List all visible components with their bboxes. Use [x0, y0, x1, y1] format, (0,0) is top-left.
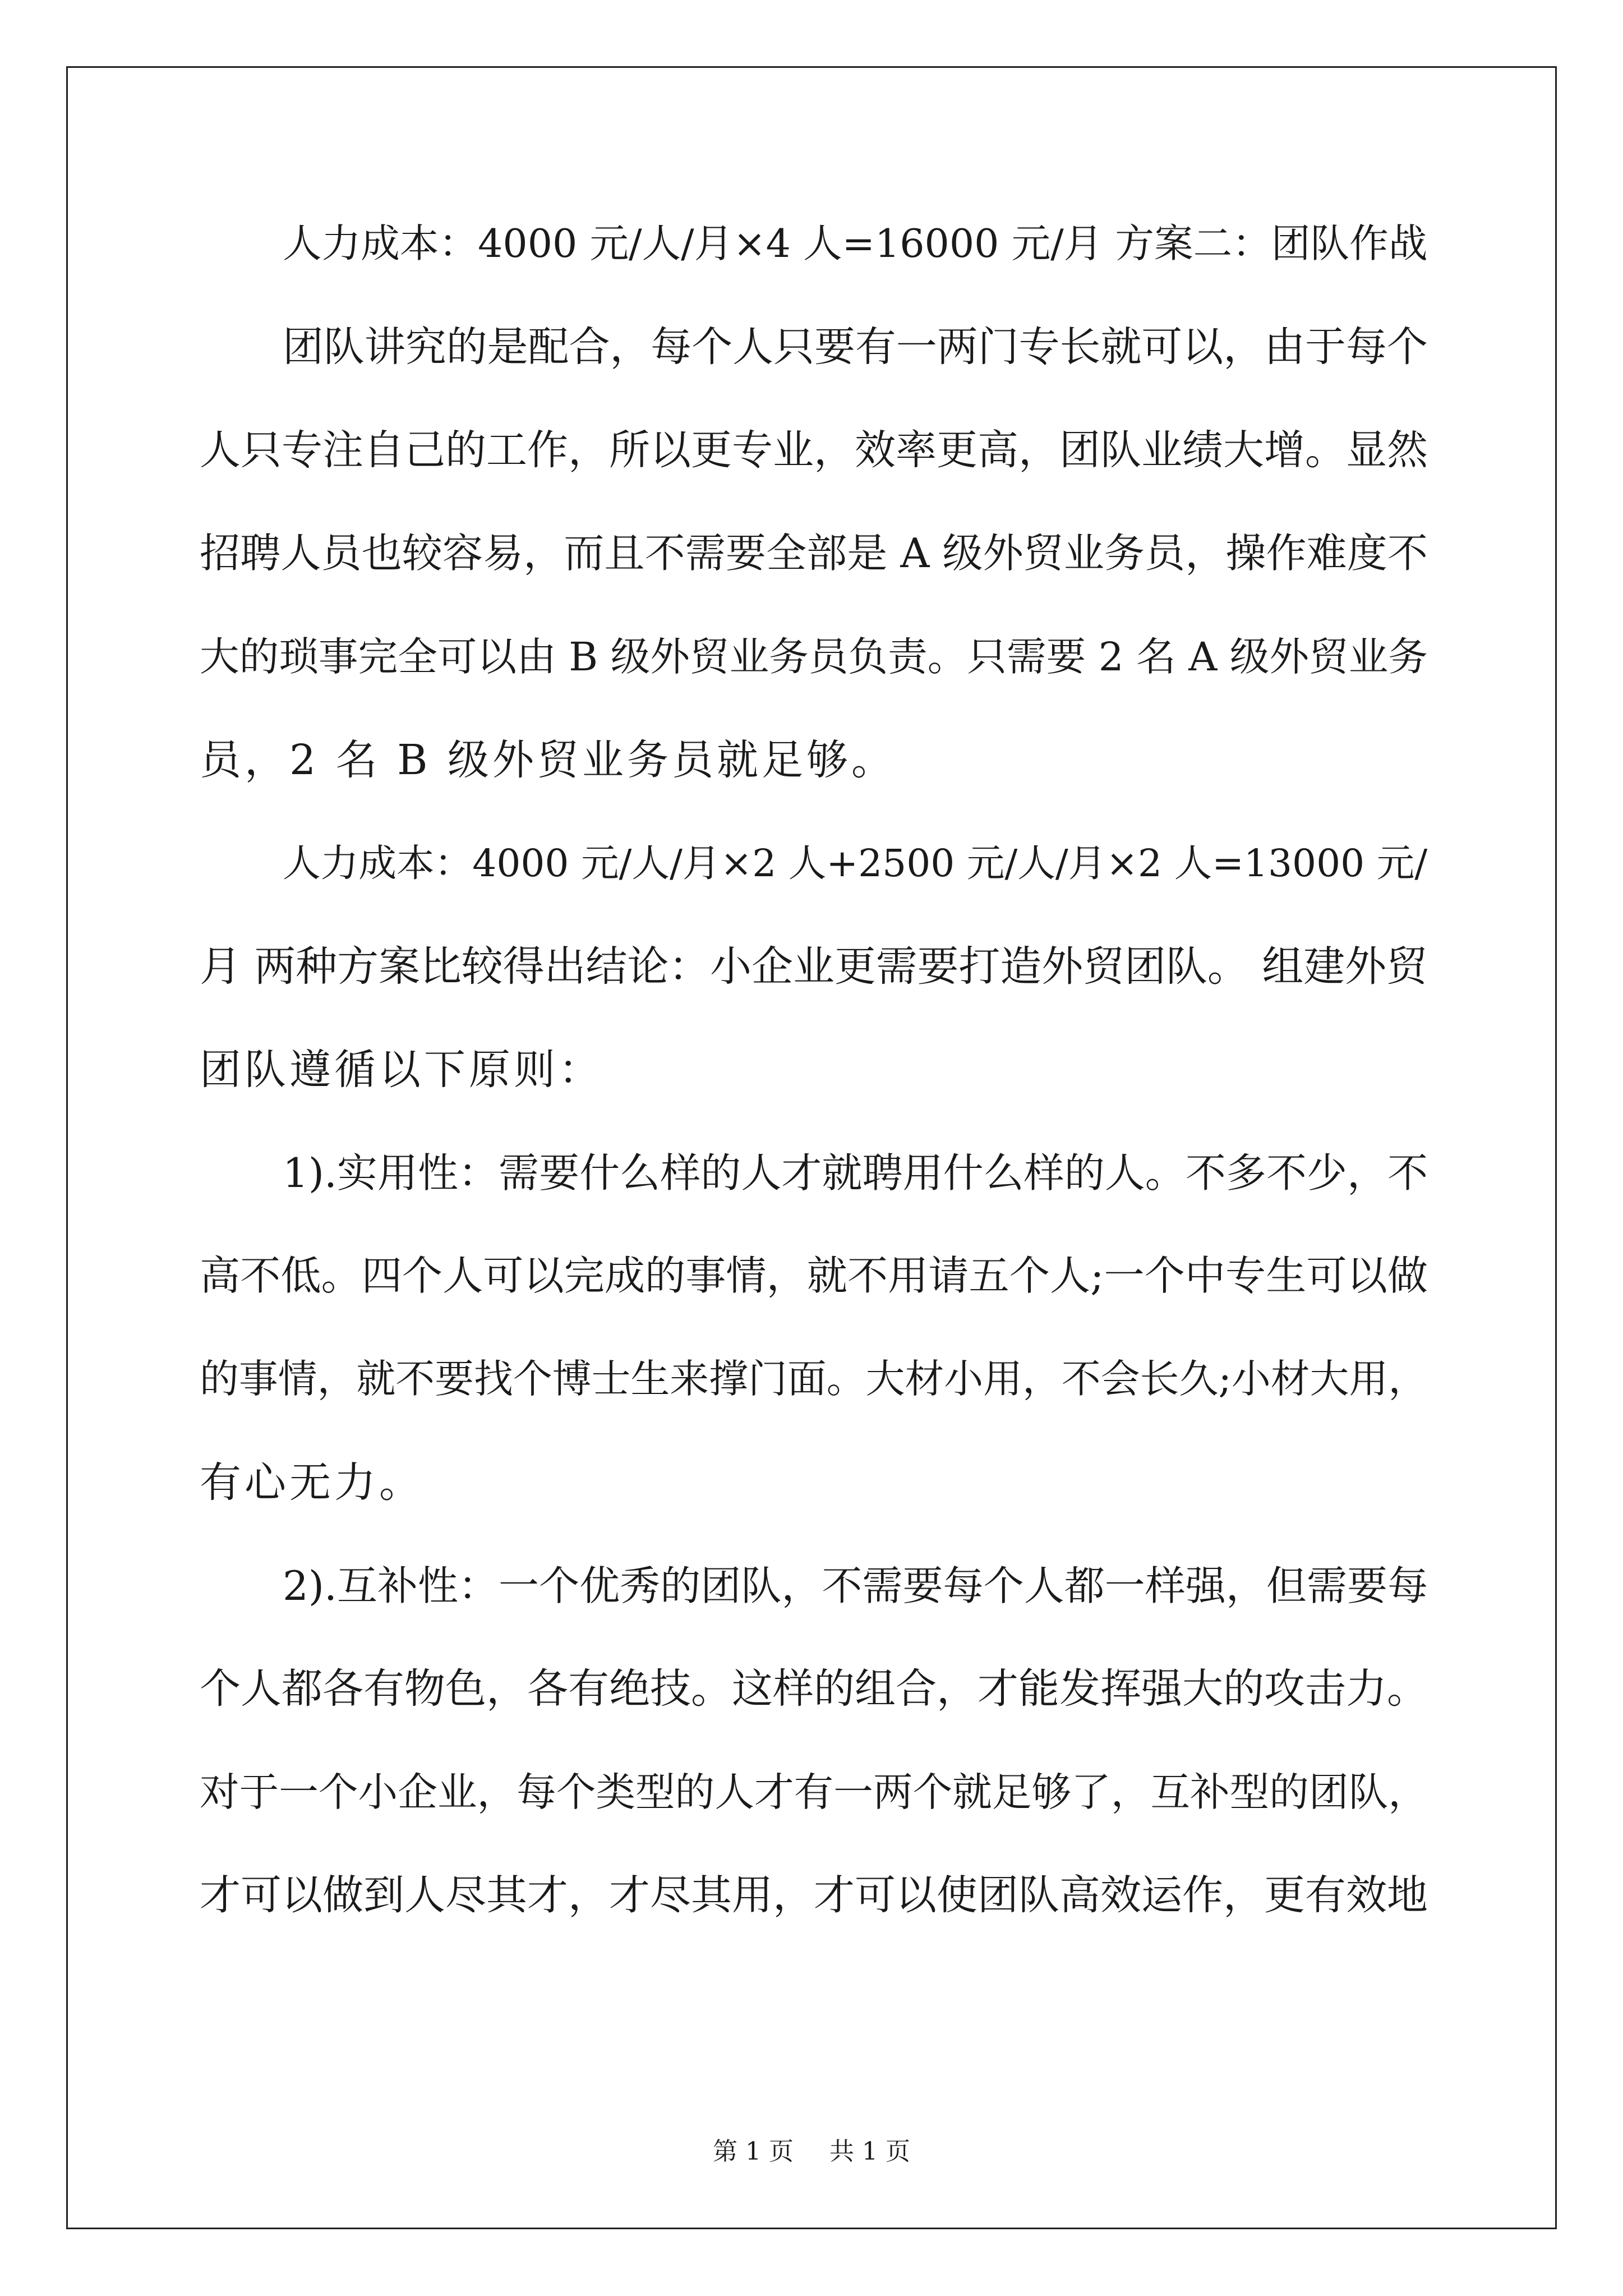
- text-line: 员，2 名 B 级外贸业务员就足够。: [200, 736, 897, 784]
- text-line: 团队遵循以下原则：: [200, 1046, 603, 1094]
- text-line: 对于一个小企业，每个类型的人才有一两个就足够了，互补型的团队，: [200, 1769, 1428, 1815]
- text-line: 高不低。四个人可以完成的事情，就不用请五个人;一个中专生可以做: [200, 1253, 1428, 1300]
- text-line: 人只专注自己的工作，所以更专业，效率更高，团队业绩大增。显然: [200, 426, 1428, 474]
- page-footer: [0, 2136, 1623, 2168]
- text-line: 人力成本：4000 元/人/月×2 人+2500 元/人/月×2 人=13000 元/: [283, 841, 1428, 885]
- text-line: 有心无力。: [200, 1458, 424, 1507]
- text-line: 才可以做到人尽其才，才尽其用，才可以使团队高效运作，更有效地: [200, 1871, 1428, 1919]
- page-number: 第 1 页: [713, 2137, 794, 2166]
- text-line: 1).实用性：需要什么样的人才就聘用什么样的人。不多不少，不: [283, 1149, 1428, 1197]
- text-line: 人力成本：4000 元/人/月×4 人=16000 元/月 方案二：团队作战: [283, 221, 1428, 266]
- text-line: 月 两种方案比较得出结论：小企业更需要打造外贸团队。 组建外贸: [200, 942, 1428, 991]
- text-line: 个人都各有物色，各有绝技。这样的组合，才能发挥强大的攻击力。: [200, 1665, 1428, 1713]
- text-line: 大的琐事完全可以由 B 级外贸业务员负责。只需要 2 名 A 级外贸业务: [200, 633, 1428, 680]
- text-line: 2).互补性：一个优秀的团队，不需要每个人都一样强，但需要每: [283, 1562, 1428, 1609]
- text-line: 招聘人员也较容易，而且不需要全部是 A 级外贸业务员，操作难度不: [200, 530, 1428, 577]
- page-total: 共 1 页: [829, 2137, 910, 2166]
- text-line: 的事情，就不要找个博士生来撑门面。大材小用，不会长久;小材大用，: [200, 1356, 1428, 1402]
- text-line: 团队讲究的是配合，每个人只要有一两门专长就可以，由于每个: [283, 323, 1428, 371]
